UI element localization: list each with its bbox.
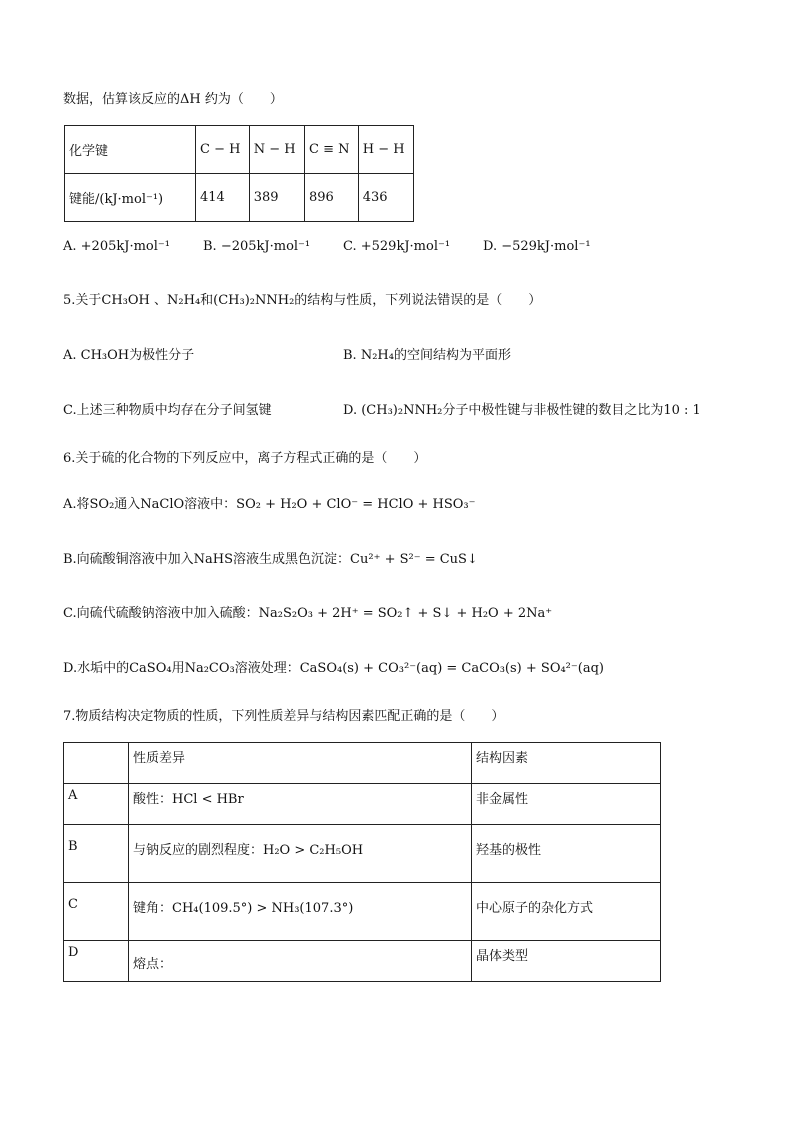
table-cell: C − H xyxy=(196,126,250,174)
table-cell: 键能/(kJ·mol⁻¹) xyxy=(65,174,196,222)
table-cell: 436 xyxy=(358,174,413,222)
q5-option-d: D. (CH₃)₂NNH₂分子中极性键与非极性键的数目之比为10 : 1 xyxy=(343,403,701,418)
table-cell xyxy=(64,743,129,784)
table-row xyxy=(65,126,414,174)
q6-option-c: C.向硫代硫酸钠溶液中加入硫酸：Na₂S₂O₃ + 2H⁺ = SO₂↑ + S↓ + H₂O + 2Na⁺ xyxy=(63,606,553,621)
property-structure-table xyxy=(63,742,661,982)
table-cell: A xyxy=(64,784,129,825)
table-cell: 酸性：HCl < HBr xyxy=(129,784,472,825)
question-intro: 数据，估算该反应的ΔH 约为（ ） xyxy=(63,92,283,107)
table-row xyxy=(64,825,661,883)
table-cell: 414 xyxy=(196,174,250,222)
table-row xyxy=(64,784,661,825)
q5-option-c: C.上述三种物质中均存在分子间氢键 xyxy=(63,403,272,418)
table-cell: C ≡ N xyxy=(304,126,358,174)
table-cell: 中心原子的杂化方式 xyxy=(472,883,661,941)
q6-stem: 6.关于硫的化合物的下列反应中，离子方程式正确的是（ ） xyxy=(63,451,427,466)
q6-option-a: A.将SO₂通入NaClO溶液中：SO₂ + H₂O + ClO⁻ = HClO + HSO₃⁻ xyxy=(63,497,476,512)
q5-option-b: B. N₂H₄的空间结构为平面形 xyxy=(343,348,511,363)
table-cell: 与钠反应的剧烈程度：H₂O > C₂H₅OH xyxy=(129,825,472,883)
q4-option-c: C. +529kJ·mol⁻¹ xyxy=(343,239,451,254)
table-cell: 晶体类型 xyxy=(472,941,661,982)
q4-option-a: A. +205kJ·mol⁻¹ xyxy=(63,239,170,254)
table-row xyxy=(64,743,661,784)
table-cell: 结构因素 xyxy=(472,743,661,784)
table-cell: 化学键 xyxy=(65,126,196,174)
table-cell: 389 xyxy=(249,174,304,222)
table-cell: N − H xyxy=(249,126,304,174)
table-row xyxy=(64,941,661,982)
table-cell: 键角：CH₄(109.5°) > NH₃(107.3°) xyxy=(129,883,472,941)
q6-option-b: B.向硫酸铜溶液中加入NaHS溶液生成黑色沉淀：Cu²⁺ + S²⁻ = CuS↓ xyxy=(63,552,478,567)
q5-option-a: A. CH₃OH为极性分子 xyxy=(63,348,195,363)
table-cell: D xyxy=(64,941,129,982)
table-cell: 896 xyxy=(304,174,358,222)
q4-option-d: D. −529kJ·mol⁻¹ xyxy=(483,239,591,254)
q4-option-b: B. −205kJ·mol⁻¹ xyxy=(203,239,311,254)
table-cell: 非金属性 xyxy=(472,784,661,825)
table-cell: 性质差异 xyxy=(129,743,472,784)
bond-energy-table xyxy=(64,125,414,222)
q5-stem: 5.关于CH₃OH 、N₂H₄和(CH₃)₂NNH₂的结构与性质，下列说法错误的是（ ） xyxy=(63,293,542,308)
q6-option-d: D.水垢中的CaSO₄用Na₂CO₃溶液处理：CaSO₄(s) + CO₃²⁻(aq) = CaCO₃(s) + SO₄²⁻(aq) xyxy=(63,661,604,676)
table-cell: 熔点： xyxy=(129,941,472,982)
table-row xyxy=(64,883,661,941)
table-cell: 羟基的极性 xyxy=(472,825,661,883)
table-cell: H − H xyxy=(358,126,413,174)
table-row xyxy=(65,174,414,222)
q7-stem: 7.物质结构决定物质的性质，下列性质差异与结构因素匹配正确的是（ ） xyxy=(63,709,505,724)
table-cell: C xyxy=(64,883,129,941)
table-cell: B xyxy=(64,825,129,883)
